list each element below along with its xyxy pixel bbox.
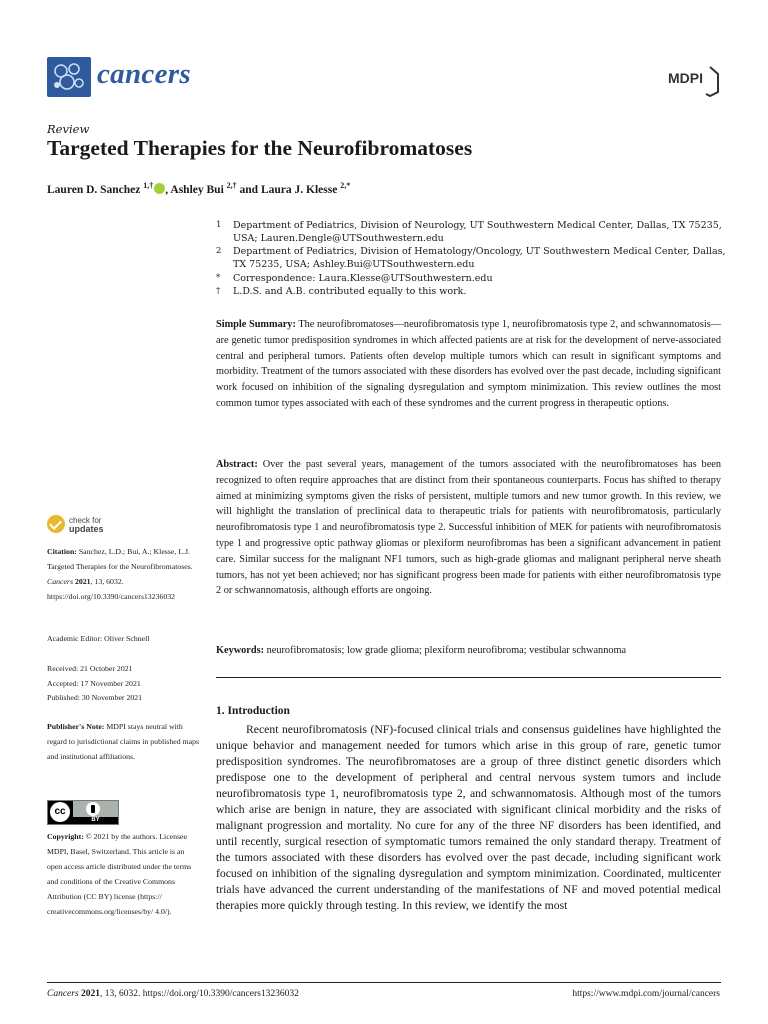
publisher-note: [47, 719, 199, 764]
copyright: [47, 829, 199, 919]
author-marks: 2,†: [226, 181, 237, 190]
footer-citation: [47, 989, 299, 999]
article-type: Review: [47, 122, 90, 136]
footer-year: 2021: [81, 989, 101, 999]
publisher-note-text: MDPI stays neutral with regard to jurisdictional claims in published maps and institutional affiliations.: [47, 722, 200, 761]
journal-name[interactable]: cancers: [97, 58, 191, 90]
cc-icon: cc: [50, 802, 70, 822]
affiliation-mark: †: [216, 286, 221, 296]
copyright-label: Copyright:: [47, 832, 84, 841]
footer-divider: [47, 982, 721, 983]
affiliation-text: L.D.S. and A.B. contributed equally to this work.: [233, 286, 467, 297]
keywords: [216, 643, 721, 659]
author-joiner: ,: [165, 183, 171, 196]
correspondence: [216, 272, 726, 285]
section-divider: [216, 677, 721, 678]
affiliation-mark: 2: [216, 246, 222, 256]
equal-contribution-note: [216, 285, 726, 298]
citation-label: Citation:: [47, 547, 77, 556]
abstract-label: Abstract:: [216, 459, 258, 470]
author-name[interactable]: Ashley Bui: [170, 183, 224, 196]
check-label-1: check for: [69, 516, 102, 525]
copyright-text: © 2021 by the authors. Licensee MDPI, Basel, Switzerland. This article is an open access article distributed under the terms and conditions of the Creative Commons Attribution (CC BY) license (https:// creativecommons.org/licenses/by/ 4.0/).: [47, 832, 192, 916]
section-heading: 1. Introduction: [216, 705, 290, 717]
abstract: [216, 457, 721, 599]
mdpi-logo[interactable]: [666, 64, 720, 98]
check-label-2: updates: [69, 524, 104, 534]
keywords-text: neurofibromatosis; low grade glioma; plexiform neurofibroma; vestibular schwannoma: [266, 645, 627, 656]
article-title: Targeted Therapies for the Neurofibromatoses: [47, 136, 473, 160]
author-joiner: and: [236, 183, 261, 196]
affiliation-mark: 1: [216, 220, 222, 230]
affiliation-text: Department of Pediatrics, Division of Neurology, UT Southwestern Medical Center, Dallas, TX 75235, USA; Lauren.Dengle@UTSouthwestern.edu: [233, 220, 722, 244]
citation-text: Sanchez, L.D.; Bui, A.; Klesse, L.J. Targeted Therapies for the Neurofibromatoses.: [47, 547, 193, 571]
affiliation: [216, 245, 726, 271]
affiliation: [216, 219, 726, 245]
publisher-name: MDPI: [668, 70, 703, 86]
affiliation-mark: *: [216, 273, 221, 283]
check-for-updates-button[interactable]: [47, 515, 147, 537]
footer-journal-url[interactable]: https://www.mdpi.com/journal/cancers: [572, 989, 720, 999]
received-date: Received: 21 October 2021: [47, 664, 133, 673]
author-list: [47, 181, 350, 196]
citation-doi[interactable]: 13, 6032. https://doi.org/10.3390/cancers13236032: [47, 577, 176, 601]
by-label: BY: [91, 817, 100, 823]
publisher-note-label: Publisher's Note:: [47, 722, 105, 731]
check-icon: [47, 515, 65, 533]
orcid-icon[interactable]: [154, 183, 165, 194]
citation-year: 2021: [74, 577, 91, 586]
author-marks: 1,†: [143, 181, 154, 190]
cc-by-license-badge[interactable]: [47, 800, 119, 825]
affiliation-text: Correspondence: Laura.Klesse@UTSouthwestern.edu: [233, 273, 493, 284]
academic-editor: Academic Editor: Oliver Schnell: [47, 634, 150, 643]
author-name[interactable]: Laura J. Klesse: [260, 183, 338, 196]
abstract-text: Over the past several years, management of the tumors associated with the neurofibromatoses has been recognized to often require approaches that are distinct from their spontaneous counterparts. Focus has shifted to therapy aimed at minimizing symptoms given the risks of persistent, multiple tumors and new tumor growth. In this review, we will highlight the translation of preclinical data to therapeutic trials for patients with neurofibromatosis, particularly neurofibromatosis type 1 and neurofibromatosis type 2. Successful inhibition of MEK for patients with neurofibromatosis type 1 and progressive optic pathway gliomas or plexiform neurofibromas has been a significant advancement in patient care. Similar success for the malignant NF1 tumors, such as high-grade gliomas and malignant peripheral nerve sheath tumors, has not yet been achieved; nor has significant progress been made for patients with either neurofibromatosis type 2 or schwannomatosis, although efforts are ongoing.: [216, 459, 721, 597]
accepted-date: Accepted: 17 November 2021: [47, 679, 141, 688]
simple-summary-label: Simple Summary:: [216, 319, 296, 330]
journal-logo-icon: [47, 57, 91, 97]
simple-summary: [216, 317, 721, 412]
by-panel: [73, 801, 118, 817]
intro-paragraph: Recent neurofibromatosis (NF)-focused clinical trials and consensus guidelines have highlighted the unique behavior and management needed for tumors which arise in this group of rare, genetic tumor predisposition syndromes. The neurofibromatoses are a group of three distinct genetic disorders which predispose one to the development of peripheral and central nervous system tumors and include neurofibromatosis type 1, neurofibromatosis type 2, and schwannomatosis. Although most of the tumors which arise are benign in nature, they are associated with significant clinical morbidity and the risks of malignant progression and mortality. No cure for any of the three NF disorders has been identified, and until recently, surgical resection of symptomatic tumors remained the only standard therapy. Treatment of the tumors associated with these disorders has evolved over the past decade, including significant work focused on inhibition of the signaling dysregulation and symptom minimization. Coordinated, multicenter trials have advanced the current understanding of the manifestations of NF and moved potential medical therapies more quickly through testing. In this review, we identify the most: [216, 723, 721, 912]
person-icon: [86, 802, 100, 816]
affiliation-text: Department of Pediatrics, Division of Hematology/Oncology, UT Southwestern Medical Center, Dallas, TX 75235, USA; Ashley.Bui@UTSouthwestern.edu: [233, 246, 726, 270]
simple-summary-text: The neurofibromatoses—neurofibromatosis type 1, neurofibromatosis type 2, and schwannomatosis—are genetic tumor predisposition syndromes in which affected patients are at risk for the development of nerve-associated central and peripheral tumors. Patients often develop multiple tumors which can result in significant symptoms and morbidity. Treatment of the tumors associated with these disorders has evolved over the past decade, including significant work focused on inhibition of the signaling dysregulation and symptom minimization. This review outlines the most common tumor types associated with each of these syndromes and the current progress in therapeutic options.: [216, 319, 721, 409]
author-name[interactable]: Lauren D. Sanchez: [47, 183, 141, 196]
citation-journal: Cancers: [47, 577, 73, 586]
footer-journal: Cancers: [47, 989, 79, 999]
published-date: Published: 30 November 2021: [47, 693, 143, 702]
citation: Citation: Sanchez, L.D.; Bui, A.; Klesse, L.J. Targeted Therapies for the Neurofibromatoses. Cancers 2021, 13, 6032. https://doi.org/10.3390/cancers13236032: [47, 547, 193, 601]
keywords-label: Keywords:: [216, 645, 265, 656]
author-marks: 2,*: [340, 181, 351, 190]
footer-doi[interactable]: , 13, 6032. https://doi.org/10.3390/cancers13236032: [100, 989, 299, 999]
